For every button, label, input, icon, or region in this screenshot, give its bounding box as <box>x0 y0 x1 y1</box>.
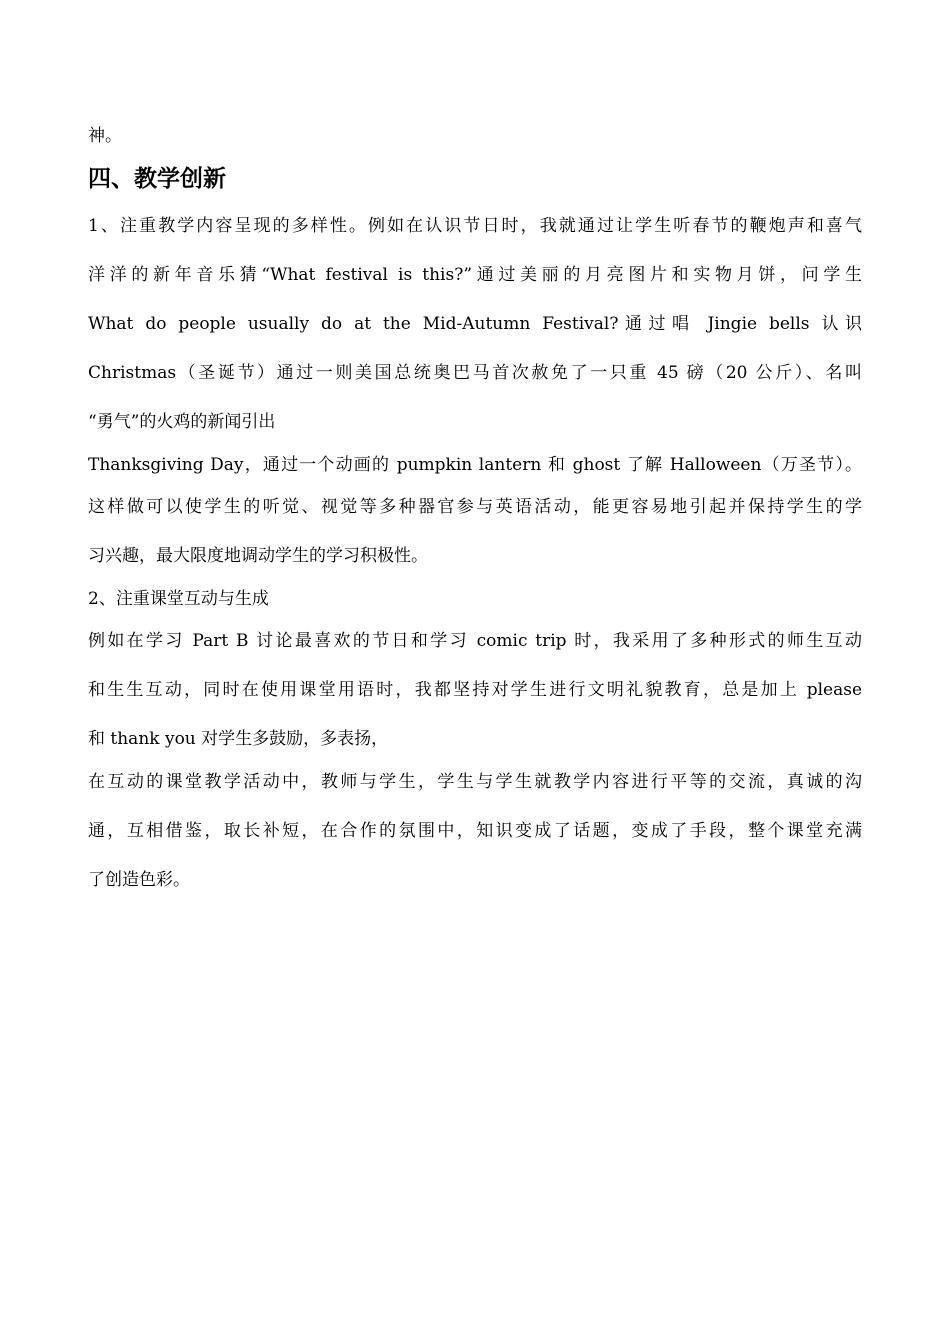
paragraph-line: 和 thank you 对学生多鼓励，多表扬， <box>88 729 389 749</box>
paragraph-line: 这样做可以使学生的听觉、视觉等多种器官参与英语活动，能更容易地引起并保持学生的学 <box>88 497 862 517</box>
paragraph-line: 了创造色彩。 <box>88 870 190 890</box>
paragraph-line: 在互动的课堂教学活动中，教师与学生，学生与学生就教学内容进行平等的交流，真诚的沟 <box>88 772 862 792</box>
paragraph-line: “勇气”的火鸡的新闻引出 <box>88 412 276 432</box>
paragraph-line: Thanksgiving Day，通过一个动画的 pumpkin lantern 和 ghost 了解 Halloween（万圣节）。 <box>88 455 862 475</box>
paragraph-line: 例如在学习 Part B 讨论最喜欢的节日和学习 comic trip 时，我采用了多种形式的师生互动 <box>88 631 862 651</box>
paragraph-line: 通，互相借鉴，取长补短，在合作的氛围中，知识变成了话题，变成了手段，整个课堂充满 <box>88 821 862 841</box>
paragraph-line: What do people usually do at the Mid-Autumn Festival?通过唱 Jingie bells 认识 <box>88 314 862 334</box>
paragraph-line: 1、注重教学内容呈现的多样性。例如在认识节日时，我就通过让学生听春节的鞭炮声和喜气 <box>88 216 862 236</box>
paragraph-line: Christmas（圣诞节）通过一则美国总统奥巴马首次赦免了一只重 45 磅（20 公斤）、名叫 <box>88 363 862 383</box>
point-title: 2、注重课堂互动与生成 <box>88 589 269 609</box>
section-heading: 四、教学创新 <box>88 166 226 192</box>
paragraph-line: 习兴趣，最大限度地调动学生的学习积极性。 <box>88 546 428 566</box>
continuation-text: 神。 <box>88 126 122 146</box>
paragraph-line: 洋洋的新年音乐猜“What festival is this?”通过美丽的月亮图片和实物月饼，问学生 <box>88 265 862 285</box>
paragraph-line: 和生生互动，同时在使用课堂用语时，我都坚持对学生进行文明礼貌教育，总是加上 please <box>88 680 862 700</box>
